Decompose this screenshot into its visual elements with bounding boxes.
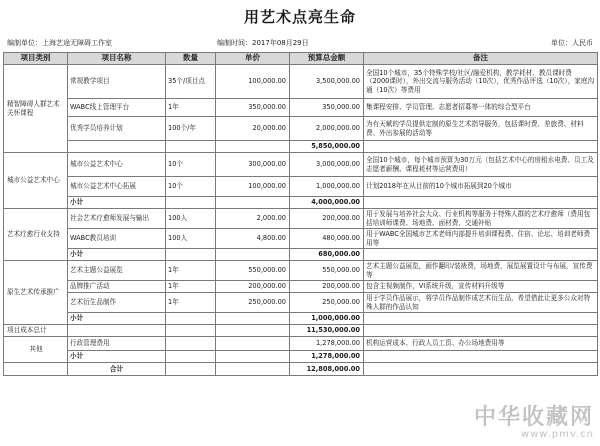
category-cell: 精智障碍人群艺术关怀课程 [4,65,68,153]
item-name: 社会艺术疗愈师发展与输出 [68,209,166,229]
category-cell: 原生艺术传承推广 [4,261,68,325]
item-amount: 3,000,000.00 [290,153,364,177]
table-row [4,99,598,117]
subtotal-row [4,141,598,153]
subtotal-label: 小计 [68,313,166,325]
date-label: 编制时间：2017年08月29日 [217,39,309,47]
item-note: 全国10个城市，35个特殊学校/社区/融爱机构，教学耗材、教员课时费（2000课时），外出交流与服务活动（10次），优秀作品评选（10次），家庭沟通（10次）等费用 [364,65,598,99]
table-row [4,293,598,313]
item-note: 为有天赋的学员提供定制的原生艺术指导服务，包括课时费、差旅费、材料费、外出参展的活动等 [364,117,598,141]
item-qty: 1年 [166,99,216,117]
item-price: 300,000.00 [216,153,290,177]
item-note: 计划2018年在从目前的10个城市拓展到20个城市 [364,177,598,197]
grand-total-amount: 12,808,000.00 [290,363,364,376]
item-qty: 100个/年 [166,117,216,141]
item-amount: 2,000,000.00 [290,117,364,141]
org-label: 编制单位：上海艺途无障碍工作室 [7,39,112,47]
subtotal-amount: 1,000,000.00 [290,313,364,325]
item-name: 优秀学员培养计划 [68,117,166,141]
item-name: WABC教员培训 [68,229,166,249]
item-name: 城市公益艺术中心 [68,153,166,177]
item-name: 行政管理费用 [68,337,166,351]
item-price: 2,000.00 [216,209,290,229]
table-row [4,337,598,351]
table-row [4,261,598,281]
subtotal-row [4,313,598,325]
table-row [4,117,598,141]
item-price: 350,000.00 [216,99,290,117]
grand-total-label: 合计 [68,363,166,376]
subtotal-amount: 680,000.00 [290,249,364,261]
item-qty: 1年 [166,293,216,313]
watermark-url: www.pmv.cn [520,429,594,440]
table-row [4,229,598,249]
item-qty: 100人 [166,209,216,229]
item-qty: 10个 [166,153,216,177]
item-qty: 35个/项目点 [166,65,216,99]
item-price: 550,000.00 [216,261,290,281]
header-category: 项目类别 [4,53,68,65]
table-row [4,65,598,99]
item-price: 4,800.00 [216,229,290,249]
subtotal-label: 小计 [68,249,166,261]
subtotal-amount: 1,278,000.00 [290,351,364,363]
table-row [4,153,598,177]
item-amount: 550,000.00 [290,261,364,281]
unit-label: 单位：人民币 [551,39,593,47]
category-cell: 城市公益艺术中心 [4,153,68,209]
item-note: 艺术主题公益展览，画作翻印/装裱费，场地费，展览展置设计与布展，宣传费等 [364,261,598,281]
item-note: 机构运营成本、行政人员工资、办公场地费用等 [364,337,598,351]
item-name: 艺术衍生品制作 [68,293,166,313]
item-amount: 250,000.00 [290,293,364,313]
item-amount: 1,000,000.00 [290,177,364,197]
item-amount: 1,278,000.00 [290,337,364,351]
item-qty: 100人 [166,229,216,249]
item-name: WABC线上管理平台 [68,99,166,117]
item-amount: 480,000.00 [290,229,364,249]
header-note: 备注 [364,53,598,65]
watermark [474,400,594,440]
item-price: 20,000.00 [216,117,290,141]
item-note: 用于学员作品展示，将学员作品制作成艺术衍生品，希望借此让更多公众对特殊人群的作品认知 [364,293,598,313]
header-qty: 数量 [166,53,216,65]
budget-table [3,52,598,376]
table-row [4,209,598,229]
category-cell: 其他 [4,337,68,363]
item-name: 品牌推广活动 [68,281,166,293]
subtotal-amount: 4,000,000.00 [290,197,364,209]
grand-total-row [4,363,598,376]
subtotal-label [68,141,166,153]
item-qty: 1年 [166,281,216,293]
item-note: 全国10个城市，每个城市预算为30万元（包括艺术中心的房租水电费、员工及志愿者薪酬、课程耗材等运营费用） [364,153,598,177]
item-price: 200,000.00 [216,281,290,293]
item-price: 100,000.00 [216,65,290,99]
table-row [4,177,598,197]
item-amount: 3,500,000.00 [290,65,364,99]
project-total-amount: 11,530,000.00 [290,325,364,337]
watermark-text: 中华收藏网 [473,404,594,430]
page-title: 用艺术点亮生命 [243,8,356,26]
item-note: 用于发展与培养社会大众、行业机构等服务于特殊人群的艺术疗愈师（费用包括培训师课费、场地费、面材费、交通补贴 [364,209,598,229]
table-row [4,281,598,293]
header-amount: 预算总金额 [290,53,364,65]
item-name: 艺术主题公益展览 [68,261,166,281]
item-qty: 10个 [166,177,216,197]
category-cell: 艺术疗愈行业支持 [4,209,68,261]
item-name: 常规教学项目 [68,65,166,99]
header-price: 单价 [216,53,290,65]
subtotal-amount: 5,850,000.00 [290,141,364,153]
item-note: 集课程安排、学员管理、志愿者招募等一体的综合型平台 [364,99,598,117]
item-amount: 200,000.00 [290,281,364,293]
item-note: 包含主视频制作，VI系统升级，宣传材料升级等 [364,281,598,293]
subtotal-row [4,249,598,261]
item-name: 城市公益艺术中心拓展 [68,177,166,197]
item-amount: 200,000.00 [290,209,364,229]
subtotal-row [4,197,598,209]
header-name: 项目名称 [68,53,166,65]
subtotal-label: 小计 [68,197,166,209]
project-total-row [4,325,598,337]
item-price: 250,000.00 [216,293,290,313]
item-price: 100,000.00 [216,177,290,197]
table-header-row [4,53,598,65]
subtotal-label: 小计 [68,351,166,363]
subtotal-row [4,351,598,363]
item-note: 用于WABC全国城市艺术老师内部提升培训课程费、住宿、论坛、培训老师费用等 [364,229,598,249]
item-qty: 1年 [166,261,216,281]
item-amount: 350,000.00 [290,99,364,117]
project-total-label: 项目成本总计 [4,325,68,337]
